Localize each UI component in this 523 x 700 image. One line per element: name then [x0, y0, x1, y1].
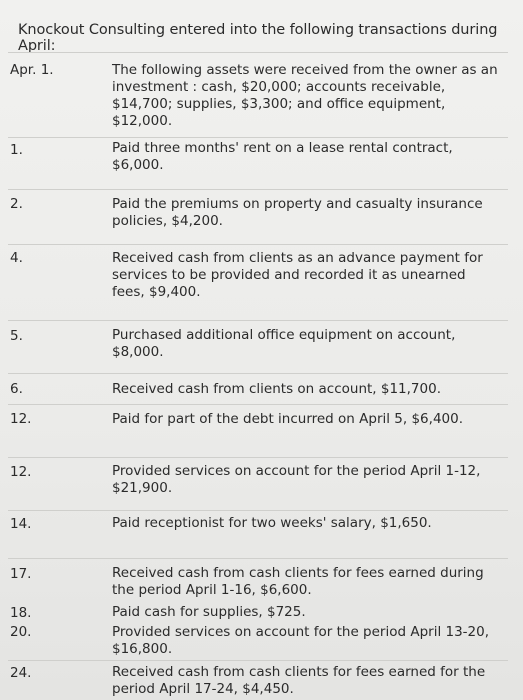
divider — [8, 510, 508, 511]
transaction-description: Purchased additional office equipment on account, $8,000. — [112, 327, 456, 360]
divider — [8, 457, 508, 458]
transaction-date: 14. — [10, 516, 32, 532]
page-title: Knockout Consulting entered into the following transactions during April: — [18, 22, 498, 54]
divider — [8, 52, 508, 53]
transaction-date: 18. — [10, 605, 32, 621]
transaction-description: Paid three months' rent on a lease rental contract, $6,000. — [112, 140, 453, 173]
divider — [8, 404, 508, 405]
transaction-date: 6. — [10, 381, 23, 397]
transaction-description: Received cash from cash clients for fees earned for the period April 17-24, $4,450. — [112, 664, 486, 697]
transaction-description: Paid receptionist for two weeks' salary, $1,650. — [112, 515, 432, 531]
transaction-description: Received cash from clients as an advance payment for services to be provided and recorded it as unearned fees, $9,400. — [112, 250, 483, 300]
transaction-description: Paid cash for supplies, $725. — [112, 604, 306, 620]
divider — [8, 373, 508, 374]
transaction-description: Received cash from cash clients for fees earned during the period April 1-16, $6,600. — [112, 565, 484, 598]
divider — [8, 189, 508, 190]
transaction-description: Provided services on account for the period April 1-12, $21,900. — [112, 463, 481, 496]
divider — [8, 137, 508, 138]
transaction-date: 17. — [10, 566, 32, 582]
divider — [8, 558, 508, 559]
divider — [8, 320, 508, 321]
transaction-date: 12. — [10, 411, 32, 427]
transaction-date: Apr. 1. — [10, 62, 54, 78]
transaction-description: Received cash from clients on account, $11,700. — [112, 381, 441, 397]
divider — [8, 660, 508, 661]
transaction-date: 5. — [10, 328, 23, 344]
transaction-date: 12. — [10, 464, 32, 480]
transaction-date: 4. — [10, 250, 23, 266]
transaction-date: 20. — [10, 624, 32, 640]
transaction-description: Paid the premiums on property and casualty insurance policies, $4,200. — [112, 196, 483, 229]
transaction-description: Provided services on account for the period April 13-20, $16,800. — [112, 624, 490, 657]
transaction-date: 24. — [10, 665, 32, 681]
transaction-description: Paid for part of the debt incurred on April 5, $6,400. — [112, 411, 463, 427]
transaction-description: The following assets were received from the owner as an investment : cash, $20,000; accounts receivable, $14,700; supplies, $3,300; and office equipment, $12,000. — [112, 62, 498, 129]
transaction-date: 1. — [10, 142, 23, 158]
transaction-date: 2. — [10, 196, 23, 212]
divider — [8, 244, 508, 245]
